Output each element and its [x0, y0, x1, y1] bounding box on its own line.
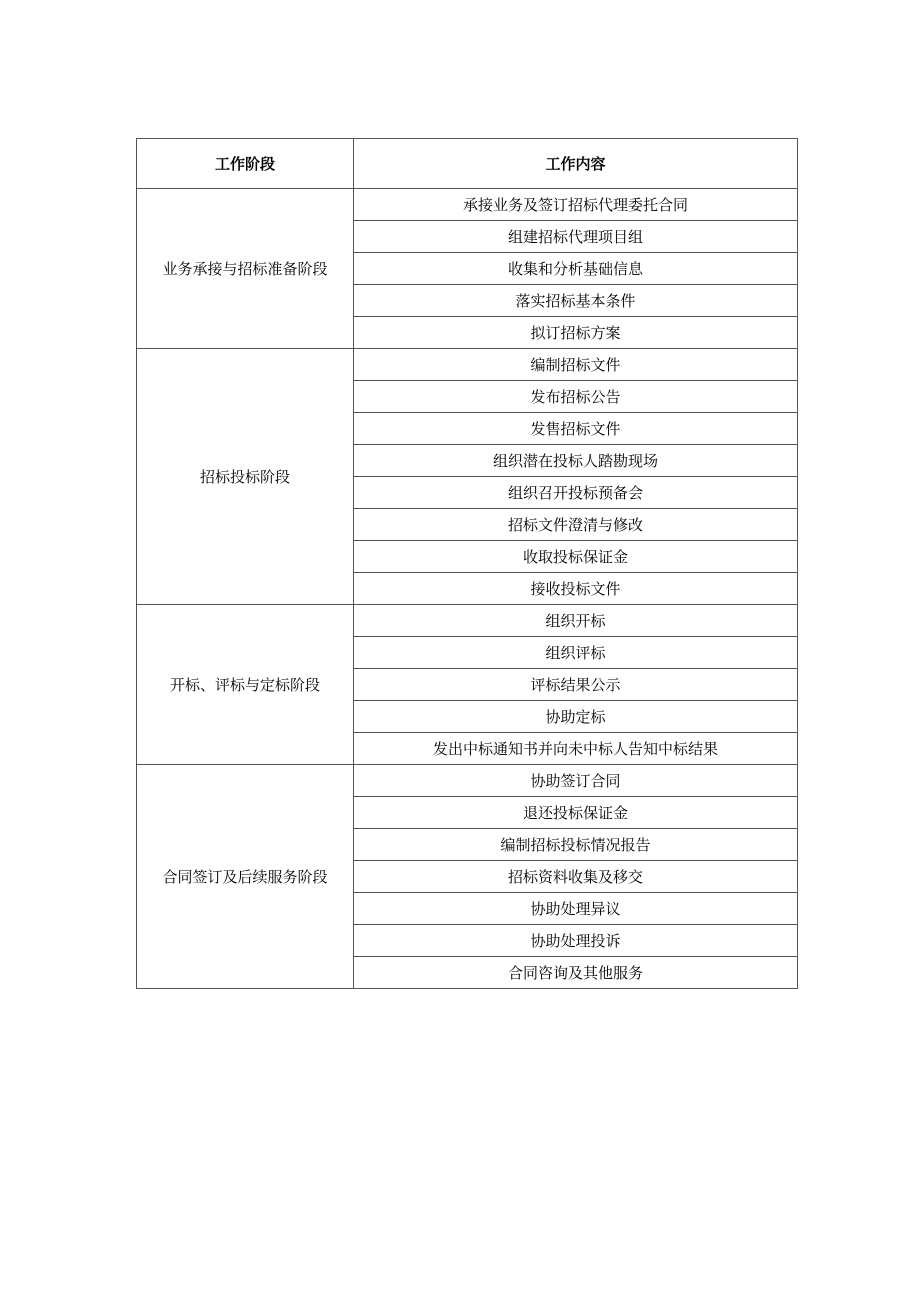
content-cell: 退还投标保证金: [354, 797, 798, 829]
stage-cell: 合同签订及后续服务阶段: [137, 765, 354, 989]
header-content: 工作内容: [354, 139, 798, 189]
content-cell: 招标资料收集及移交: [354, 861, 798, 893]
work-stage-table: [136, 138, 798, 989]
content-cell: 组建招标代理项目组: [354, 221, 798, 253]
content-cell: 协助定标: [354, 701, 798, 733]
content-cell: 协助处理投诉: [354, 925, 798, 957]
header-stage: 工作阶段: [137, 139, 354, 189]
stage-cell: 业务承接与招标准备阶段: [137, 189, 354, 349]
content-cell: 收取投标保证金: [354, 541, 798, 573]
content-cell: 合同咨询及其他服务: [354, 957, 798, 989]
content-cell: 发出中标通知书并向未中标人告知中标结果: [354, 733, 798, 765]
content-cell: 招标文件澄清与修改: [354, 509, 798, 541]
content-cell: 组织评标: [354, 637, 798, 669]
content-cell: 协助签订合同: [354, 765, 798, 797]
table-header-row: [137, 139, 798, 189]
stage-cell: 开标、评标与定标阶段: [137, 605, 354, 765]
content-cell: 组织潜在投标人踏勘现场: [354, 445, 798, 477]
stage-cell: 招标投标阶段: [137, 349, 354, 605]
table-body: [137, 189, 798, 989]
content-cell: 落实招标基本条件: [354, 285, 798, 317]
table-row: [137, 349, 798, 381]
table-row: [137, 605, 798, 637]
content-cell: 发布招标公告: [354, 381, 798, 413]
content-cell: 组织开标: [354, 605, 798, 637]
content-cell: 编制招标文件: [354, 349, 798, 381]
content-cell: 发售招标文件: [354, 413, 798, 445]
content-cell: 协助处理异议: [354, 893, 798, 925]
content-cell: 承接业务及签订招标代理委托合同: [354, 189, 798, 221]
content-cell: 收集和分析基础信息: [354, 253, 798, 285]
content-cell: 接收投标文件: [354, 573, 798, 605]
content-cell: 评标结果公示: [354, 669, 798, 701]
table-row: [137, 765, 798, 797]
table-row: [137, 189, 798, 221]
content-cell: 组织召开投标预备会: [354, 477, 798, 509]
content-cell: 拟订招标方案: [354, 317, 798, 349]
content-cell: 编制招标投标情况报告: [354, 829, 798, 861]
